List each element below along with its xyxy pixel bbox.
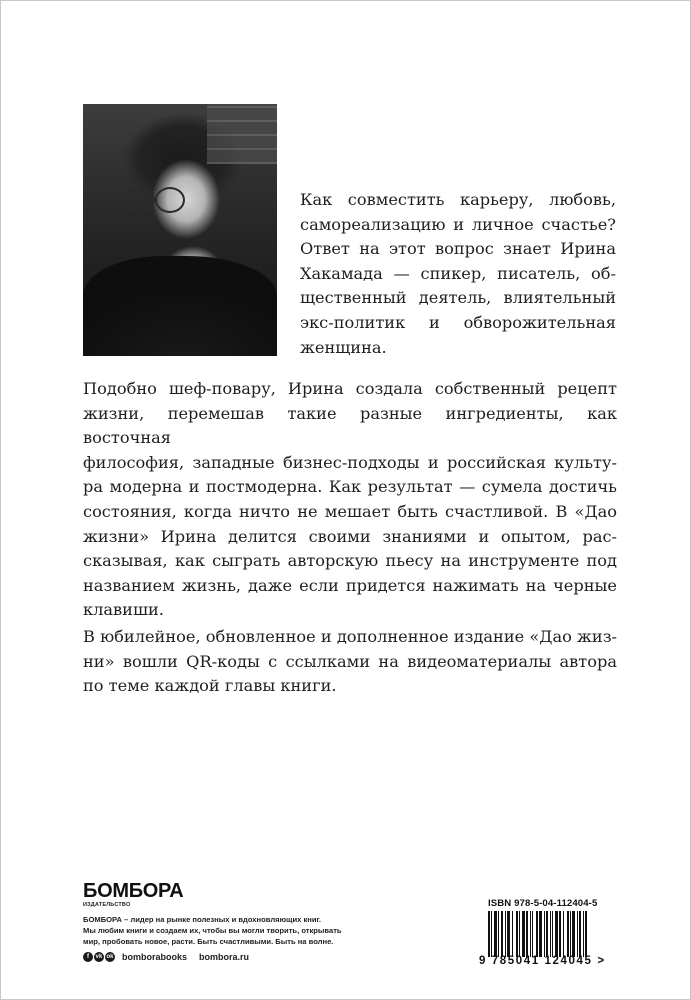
paragraph-line: В юбилейное, обновленное и дополненное издание «Дао жиз- — [83, 627, 617, 646]
publisher-description — [83, 914, 383, 948]
paragraph-line: философия, западные бизнес-подходы и российская культу- — [83, 452, 617, 472]
barcode-digits: 9 785041 124045 > — [479, 955, 606, 967]
glasses-left-lens — [125, 187, 155, 213]
intro-line: Как совместить карьеру, любовь, — [300, 190, 616, 209]
publisher-description-line: БОМБОРА – лидер на рынке полезных и вдохновляющих книг. — [83, 915, 322, 924]
intro-line: экс-политик и обворожительная — [300, 312, 616, 332]
intro-line: самореализацию и личное счастье? — [300, 214, 616, 234]
paragraph-line: Подобно шеф-повару, Ирина создала собственный рецепт — [83, 379, 617, 398]
dark-sweater — [83, 256, 277, 356]
paragraph-line: жизни» Ирина делится своими знаниями и опытом, рас- — [83, 526, 617, 546]
paragraph-line: клавиши. — [83, 600, 164, 620]
intro-text — [300, 188, 616, 360]
publisher-description-line: Мы любим книги и создаем их, чтобы вы могли творить, открывать — [83, 926, 342, 936]
intro-line: Ответ на этот вопрос знает Ирина — [300, 239, 616, 259]
glasses-right-lens — [155, 187, 185, 213]
intro-line: Хакамада — спикер, писатель, об- — [300, 263, 616, 283]
social-handle-link[interactable]: bomborabooks — [122, 952, 188, 962]
intro-line: щественный деятель, влиятельный — [300, 288, 616, 308]
author-photo — [83, 104, 277, 356]
isbn-barcode — [488, 911, 613, 957]
intro-line: женщина. — [300, 337, 387, 357]
paragraph-line: ни» вошли QR-коды с ссылками на видеоматериалы автора — [83, 651, 617, 671]
publisher-logo: БОМБОРА — [83, 880, 184, 902]
vk-icon[interactable]: vk — [95, 954, 103, 960]
publisher-subtitle: ИЗДАТЕЛЬСТВО — [83, 902, 131, 908]
paragraph-line: состояния, когда ничто не мешает быть счастливой. В «Дао — [83, 501, 617, 521]
paragraph-line: ра модерна и постмодерна. Как результат — сумела достичь — [83, 477, 617, 497]
description-paragraph-1 — [83, 377, 617, 623]
description-paragraph-2 — [83, 625, 617, 699]
paragraph-line: сказывая, как сыграть авторскую пьесу на инструменте под — [83, 551, 617, 571]
isbn-label: ISBN 978-5-04-112404-5 — [488, 898, 598, 909]
facebook-icon[interactable]: f — [83, 952, 93, 962]
social-links — [83, 951, 249, 963]
paragraph-line: по теме каждой главы книги. — [83, 676, 337, 696]
publisher-description-line: мир, пробовать новое, расти. Быть счастливыми. Быть на волне. — [83, 937, 334, 947]
website-link[interactable]: bombora.ru — [199, 952, 250, 962]
odnoklassniki-icon[interactable]: ok — [106, 954, 114, 960]
paragraph-line: названием жизнь, даже если придется нажимать на черные — [83, 575, 617, 595]
paragraph-line: жизни, перемешав такие разные ингредиенты, как восточная — [83, 403, 617, 448]
brick-wall-background — [207, 104, 277, 164]
